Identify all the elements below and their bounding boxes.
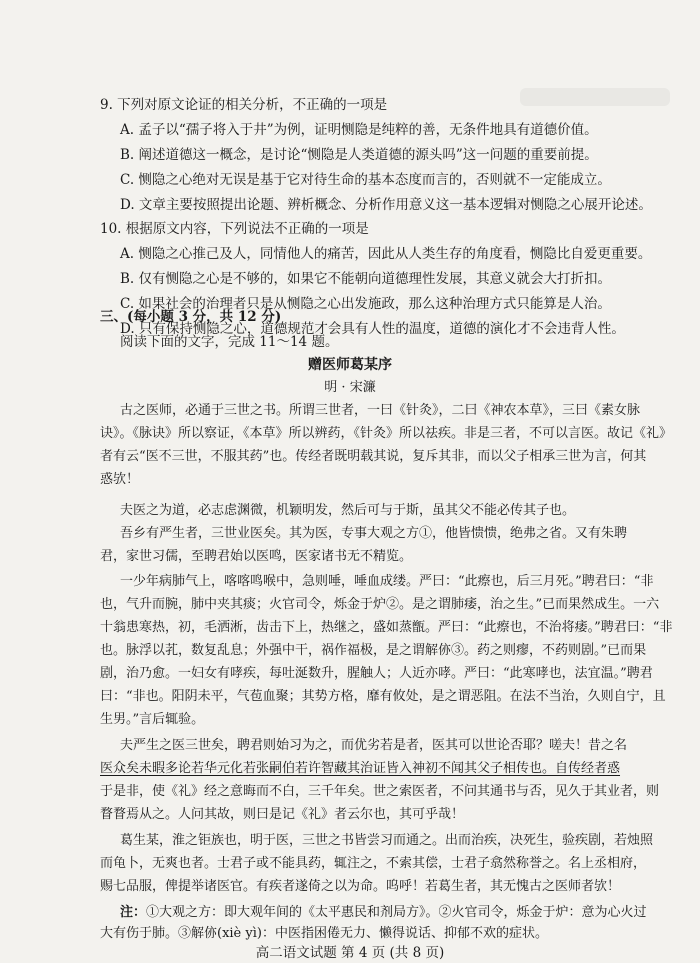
p5-line-1: 葛生某，淮之钜族也，明于医，三世之书皆尝习而通之。出而治疾，决死生，验疾剧，若烛照 [120,833,654,848]
p3-line-1: 一少年病肺气上，喀喀鸣喉中，急则唾，唾血成缕。严曰：“此瘵也，后三月死。”聘君曰：“非 [120,574,654,589]
q10-stem: 10. 根据原文内容，下列说法不正确的一项是 [100,221,369,237]
notes-label: 注： [120,905,147,920]
q9-option-d: D. 文章主要按照提出论题、辨析概念、分析作用意义这一基本逻辑对恻隐之心展开论述。 [120,197,652,213]
section-instruction: 阅读下面的文字，完成 11～14 题。 [120,334,339,350]
p4-line-3: 于是非，使《礼》经之意晦而不白，三千年矣。世之索医者，不问其通书与否，见久于其业者，则 [100,784,660,799]
p2-line-3: 君，家世习儒，至聘君始以医鸣，医家诸书无不精览。 [100,549,413,564]
p1-line-3: 者有云“医不三世，不服其药”也。传经者既明载其说，复斥其非，而以父子相承三世为言，何其 [100,449,647,464]
q10-option-a: A. 恻隐之心推己及人，同情他人的痛苦，因此从人类生存的角度看，恻隐比自爱更重要。 [120,246,652,262]
p3-line-7: 生男。”言后辄验。 [100,712,205,727]
p5-line-2: 而龟卜，无爽也者。士君子或不能具药，辄注之，不索其偿，士君子翕然称誉之。名上丞相府， [100,856,647,871]
q9-option-b: B. 阐述道德这一概念，是讨论“恻隐是人类道德的源头吗”这一问题的重要前提。 [120,147,598,163]
page-footer: 高二语文试题 第 4 页 (共 8 页) [255,945,445,961]
passage-title: 赠医师葛某序 [308,357,392,373]
p1-line-2: 诀》。《脉诀》所以察证，《本草》所以辨药，《针灸》所以祛疾。非是三者，不可以言医。故记《礼》 [100,426,673,441]
p4-line-2: 医众矣未暇多论若华元化若张嗣伯若许智藏其治证皆入神初不闻其父子相传也。自传经者惑 [100,761,621,776]
bleed-smudge [520,88,670,106]
q10-option-d: D. 只有保持恻隐之心，道德规范才会具有人性的温度，道德的演化才不会违背人性。 [120,321,625,337]
p1-line-1: 古之医师，必通于三世之书。所谓三世者，一曰《针灸》，二曰《神农本草》，三曰《素女脉 [120,403,641,418]
p3-line-5: 剧，治乃愈。一妇女有哮疾，每吐涎数升，腥触人；人近亦哮。严曰：“此寒哮也，法宜温。”聘君 [100,666,653,681]
p4-line-1: 夫严生之医三世矣，聘君则始习为之，而优劣若是者，医其可以世论否耶？嗟夫！昔之名 [120,738,628,753]
p4-line-4: 瞀瞀焉从之。人问其故，则曰是记《礼》者云尔也，其可乎哉！ [100,807,465,822]
p5-line-3: 赐七品服，俾提举诸医官。有疾者遂倚之以为命。呜呼！若葛生者，其无愧古之医师者欤！ [100,879,621,894]
p3-line-2: 也，气升而腕，肺中夹其痰；火官司令，烁金于炉②。是之谓肺痿，治之生。”已而果然成生。一六 [100,597,660,612]
notes-line-1 [120,904,647,922]
p3-line-4: 也。脉浮以芤，数复乱息；外强中干，祸作福极，是之谓解㑊③。药之则瘳，不药则剧。”已而果 [100,643,647,658]
q9-option-c: C. 恻隐之心绝对无误是基于它对待生命的基本态度而言的，否则就不一定能成立。 [120,172,611,188]
passage-author: 明 · 宋濂 [324,380,376,395]
p3-line-3: 十翁患寒热，初，毛洒淅，齿击下上，热继之，盛如蒸甑。严曰：“此瘵也，不治将痿。”聘君曰：“非 [100,620,673,635]
section-heading: 三、(每小题 3 分，共 12 分) [100,309,282,325]
p2-line-2: 吾乡有严生者，三世业医矣。其为医，专事大观之方①，他皆愦愦，绝弗之省。又有朱聘 [120,526,628,541]
q9-stem: 9. 下列对原文论证的相关分析，不正确的一项是 [100,97,388,113]
notes-line-2: 大有伤于肺。③解㑊(xiè yì)：中医指困倦无力、懒得说话、抑郁不欢的症状。 [100,926,548,941]
p3-line-6: 曰：“非也。阳阴未平，气苞血聚；其势方格，靡有攸处，是之谓恶阻。在法不当治，久则自宁，且 [100,689,666,704]
p1-line-4: 惑欤！ [100,472,140,487]
q10-option-c: C. 如果社会的治理者只是从恻隐之心出发施政，那么这种治理方式只能算是人治。 [120,296,611,312]
q9-option-a: A. 孟子以“孺子将入于井”为例，证明恻隐是纯粹的善，无条件地具有道德价值。 [120,122,598,138]
p2-line-1: 夫医之为道，必志虑渊微，机颖明发，然后可与于斯，虽其父不能必传其子也。 [120,503,576,518]
notes-text-1: ①大观之方：即大观年间的《太平惠民和剂局方》。②火官司令，烁金于炉：意为心火过 [146,905,647,920]
q10-option-b: B. 仅有恻隐之心是不够的，如果它不能朝向道德理性发展，其意义就会大打折扣。 [120,271,612,287]
